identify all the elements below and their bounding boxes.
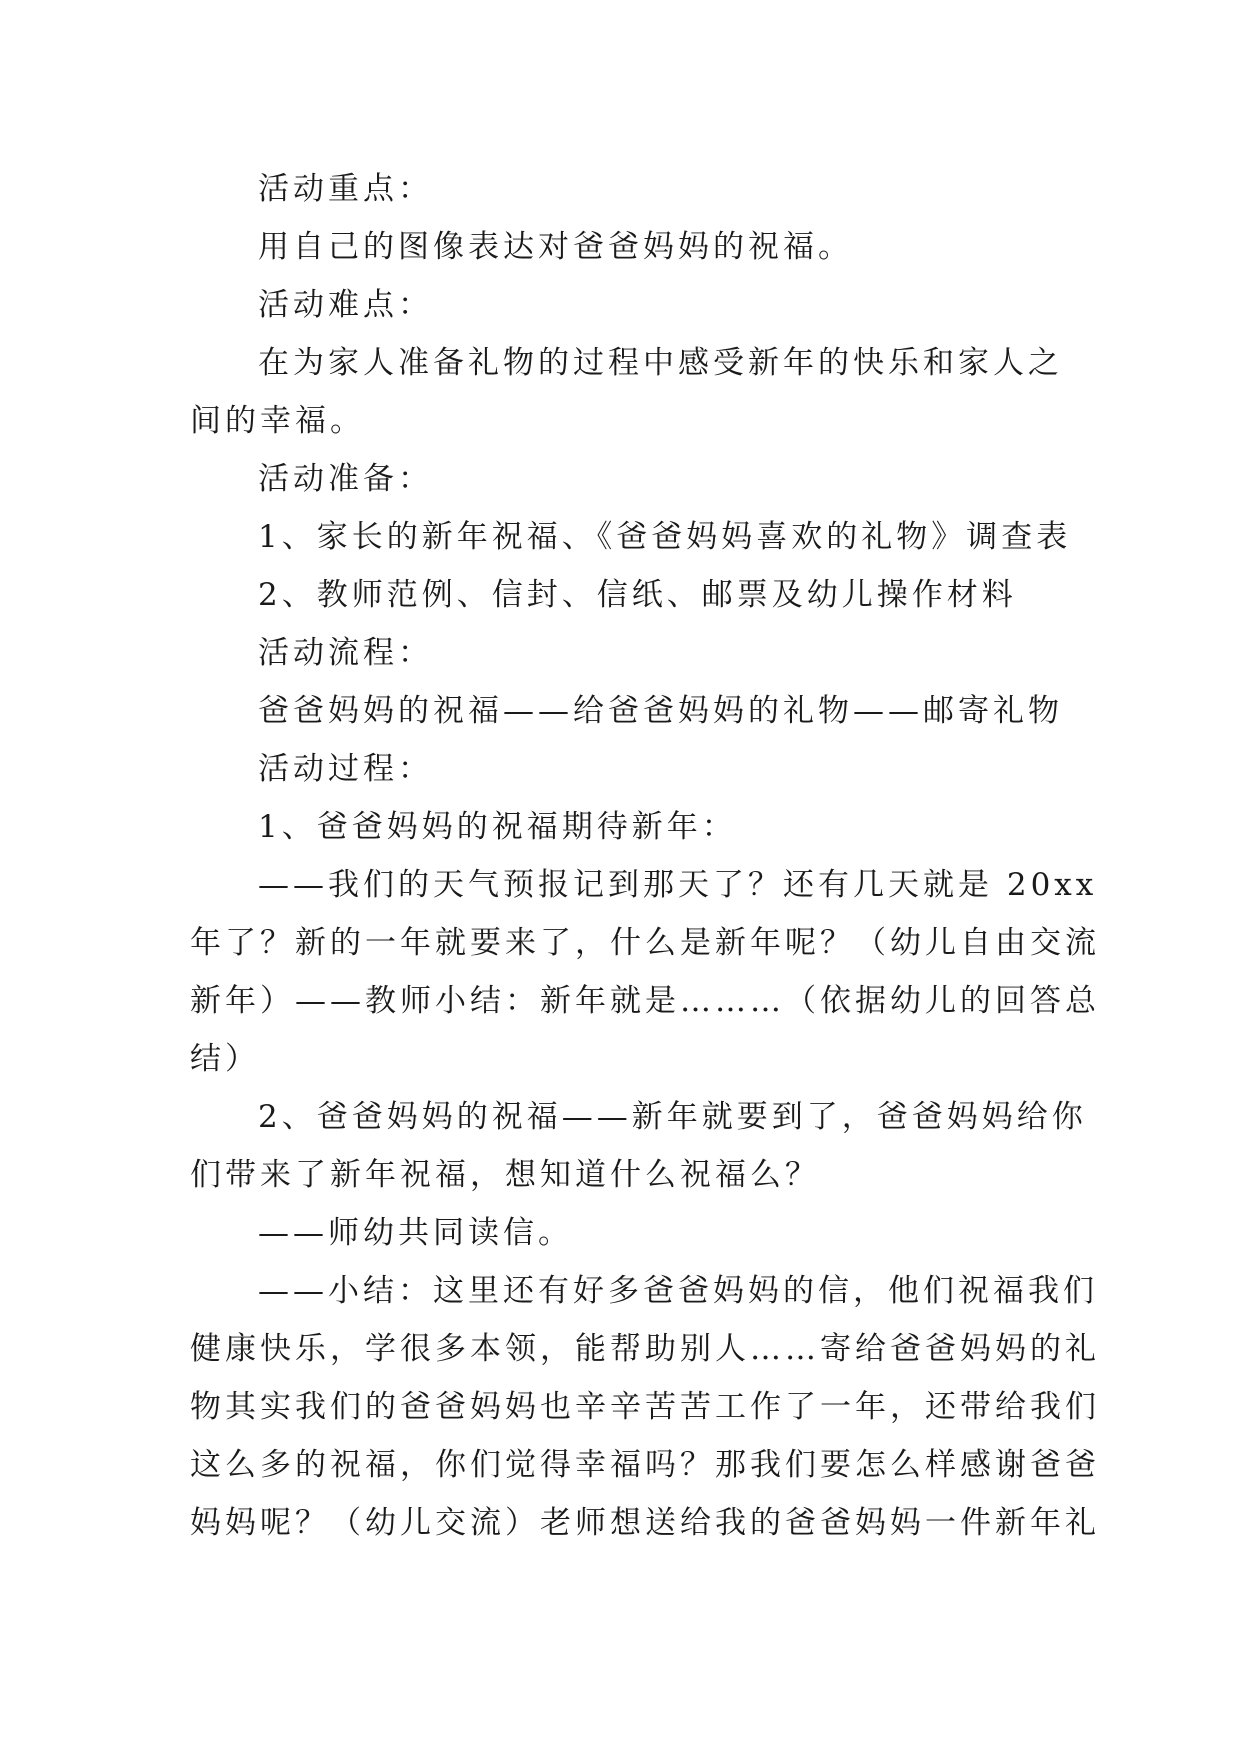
paragraph-line: 健康快乐，学很多本领，能帮助别人……寄给爸爸妈妈的礼	[190, 1331, 1100, 1367]
paragraph-line: ——小结：这里还有好多爸爸妈妈的信，他们祝福我们	[258, 1273, 1098, 1309]
document-page	[190, 160, 1100, 1552]
heading-activity-process: 活动过程：	[258, 751, 433, 787]
paragraph-line: 这么多的祝福，你们觉得幸福吗？那我们要怎么样感谢爸爸	[190, 1447, 1100, 1483]
heading-activity-preparation: 活动准备：	[258, 461, 433, 497]
list-item: 2、爸爸妈妈的祝福——新年就要到了，爸爸妈妈给你	[258, 1099, 1087, 1135]
list-item: 2、教师范例、信封、信纸、邮票及幼儿操作材料	[258, 577, 1017, 613]
heading-activity-flow: 活动流程：	[258, 635, 433, 671]
paragraph-line: 间的幸福。	[190, 403, 365, 439]
paragraph-line: 结）	[190, 1041, 260, 1077]
paragraph-line: ——师幼共同读信。	[258, 1215, 573, 1251]
paragraph-line: 妈妈呢？（幼儿交流）老师想送给我的爸爸妈妈一件新年礼	[190, 1505, 1100, 1541]
paragraph-line: ——我们的天气预报记到那天了？还有几天就是 20xx	[258, 867, 1098, 903]
paragraph-line: 物其实我们的爸爸妈妈也辛辛苦苦工作了一年，还带给我们	[190, 1389, 1100, 1425]
heading-activity-difficulty: 活动难点：	[258, 287, 433, 323]
heading-activity-focus: 活动重点：	[258, 171, 433, 207]
list-item: 1、爸爸妈妈的祝福期待新年：	[258, 809, 737, 845]
paragraph-line: 爸爸妈妈的祝福——给爸爸妈妈的礼物——邮寄礼物	[258, 693, 1063, 729]
list-item: 1、家长的新年祝福、《爸爸妈妈喜欢的礼物》调查表	[258, 519, 1072, 555]
paragraph-line: 用自己的图像表达对爸爸妈妈的祝福。	[258, 229, 853, 265]
paragraph-line: 新年）——教师小结：新年就是………（依据幼儿的回答总	[190, 983, 1100, 1019]
paragraph-line: 们带来了新年祝福，想知道什么祝福么？	[190, 1157, 820, 1193]
paragraph-line: 在为家人准备礼物的过程中感受新年的快乐和家人之	[258, 345, 1063, 381]
paragraph-line: 年了？新的一年就要来了，什么是新年呢？（幼儿自由交流	[190, 925, 1100, 961]
